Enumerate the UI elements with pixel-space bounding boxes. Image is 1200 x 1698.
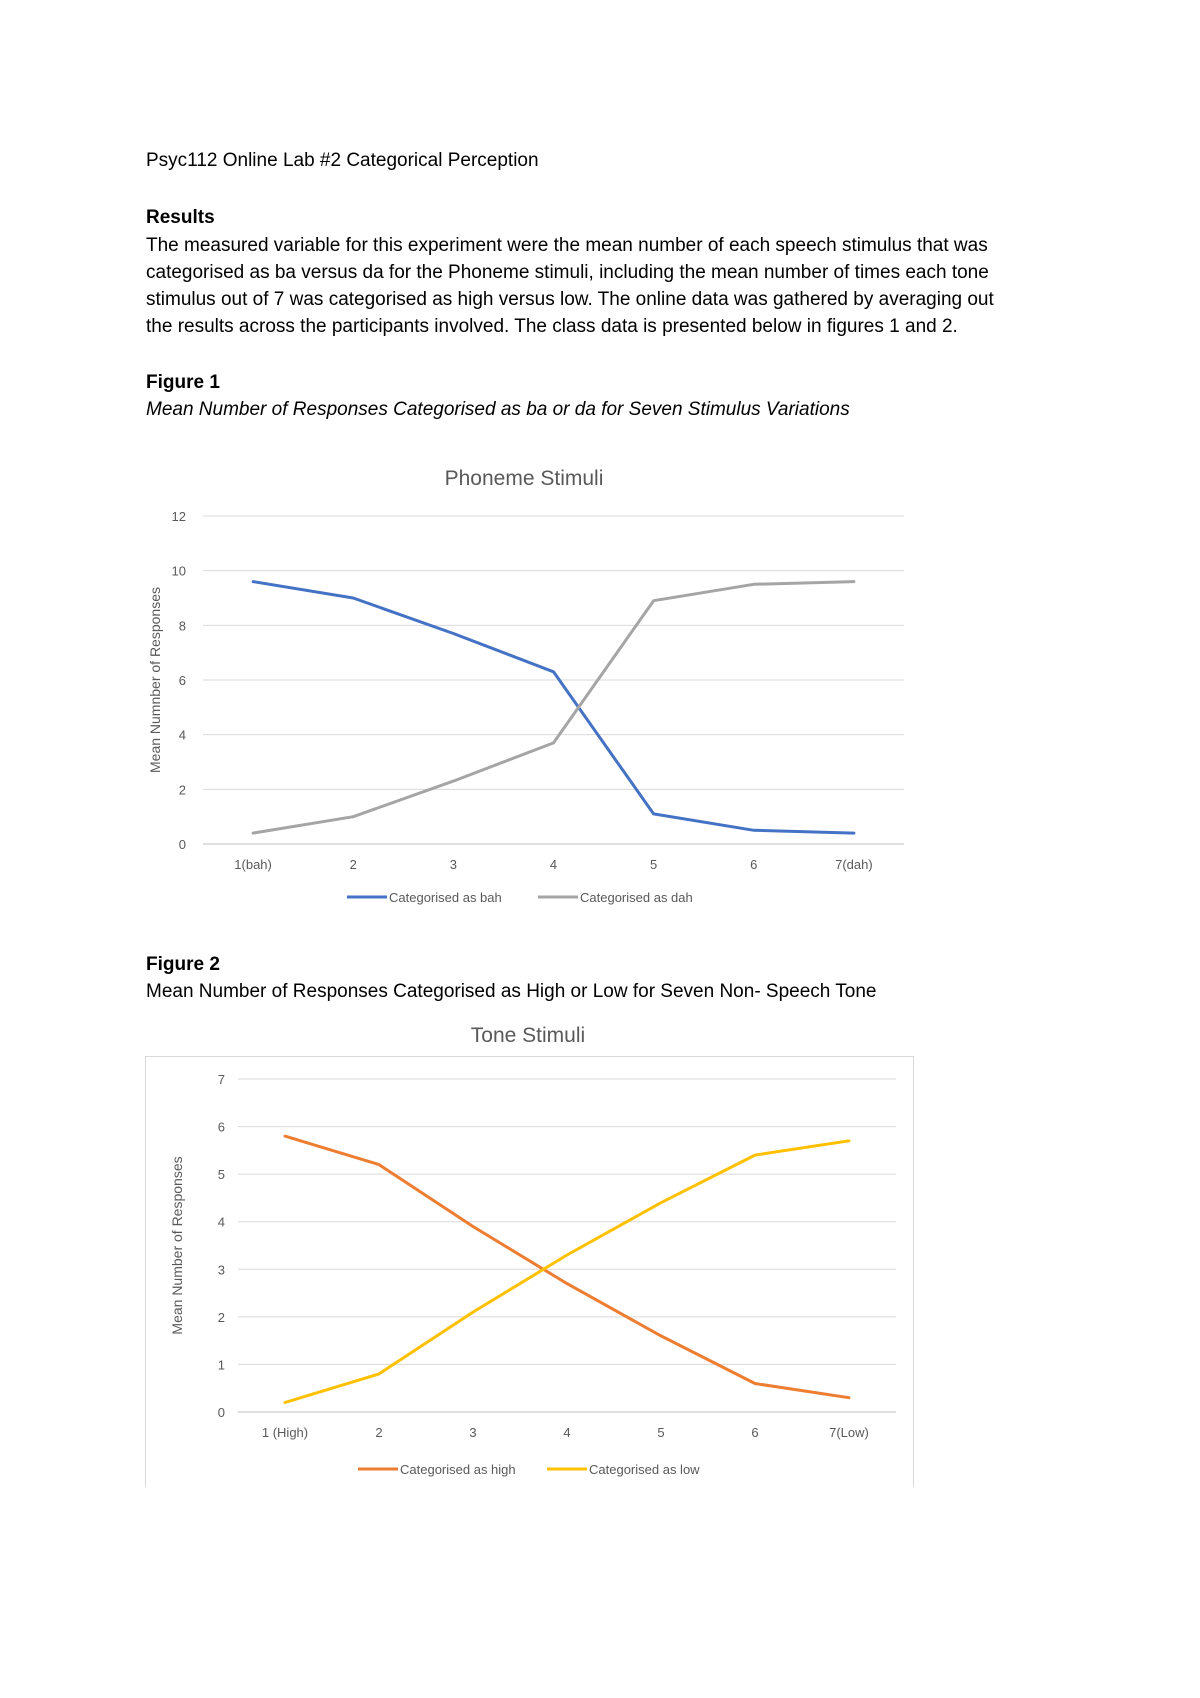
y-tick-label: 2 [178,782,186,798]
x-tick-label: 7(dah) [835,857,873,872]
results-line: categorised as ba versus da for the Phoneme stimuli, including the mean number of times each tone [146,262,989,283]
y-tick-label: 7 [217,1072,225,1087]
results-heading: Results [146,207,215,228]
x-tick-label: 4 [549,857,558,872]
y-tick-label: 4 [178,727,186,743]
series-line [285,1141,849,1403]
figure-1-label: Figure 1 [146,372,220,393]
y-tick-label: 2 [217,1309,225,1325]
y-tick-label: 0 [178,837,186,852]
x-tick-label: 1(bah) [234,857,272,872]
series-line [253,582,854,834]
x-tick-label: 2 [375,1425,383,1440]
figure-2-caption: Mean Number of Responses Categorised as High or Low for Seven Non- Speech Tone [146,981,877,1002]
y-tick-label: 1 [217,1357,225,1373]
y-tick-label: 6 [178,673,186,688]
series-line [253,582,854,834]
legend-label: Categorised as bah [389,890,502,905]
y-tick-label: 10 [171,563,186,579]
results-line: The measured variable for this experiment were the mean number of each speech stimulus that was [146,235,988,256]
y-axis-label: Mean Numnber of Responses [147,587,163,773]
x-tick-label: 7(Low) [829,1425,869,1440]
results-paragraph [146,232,1076,340]
y-tick-label: 12 [171,509,186,524]
x-tick-label: 6 [750,857,758,872]
y-tick-label: 6 [217,1119,225,1135]
y-tick-label: 8 [178,618,186,634]
y-tick-label: 4 [217,1214,225,1230]
tone-chart-svg [145,1024,913,1486]
series-line [285,1136,849,1398]
y-tick-label: 3 [217,1262,225,1278]
y-tick-label: 5 [217,1167,225,1183]
y-tick-label: 0 [217,1405,225,1420]
tone-stimuli-chart [145,1024,913,1486]
x-tick-label: 6 [751,1425,759,1440]
figure-1-caption: Mean Number of Responses Categorised as ba or da for Seven Stimulus Variations [146,399,850,420]
legend-label: Categorised as low [589,1462,700,1477]
legend-label: Categorised as high [400,1462,516,1477]
figure-2-label: Figure 2 [146,954,220,975]
phoneme-chart-svg [136,455,916,910]
x-tick-label: 5 [650,857,658,872]
results-line: the results across the participants involved. The class data is presented below in figures 1 and 2. [146,316,958,337]
x-tick-label: 1 (High) [261,1425,309,1440]
document-title: Psyc112 Online Lab #2 Categorical Perception [146,150,539,171]
legend-label: Categorised as dah [580,890,693,905]
x-tick-label: 3 [449,857,457,872]
x-tick-label: 2 [349,857,357,872]
phoneme-stimuli-chart [136,455,916,910]
x-tick-label: 5 [657,1425,665,1440]
y-axis-label: Mean Number of Responses [169,1156,185,1335]
chart-title: Phoneme Stimuli [444,467,604,490]
results-line: stimulus out of 7 was categorised as high versus low. The online data was gathered by averaging out [146,289,994,310]
x-tick-label: 4 [563,1425,571,1440]
chart-title: Tone Stimuli [470,1024,586,1047]
x-tick-label: 3 [469,1425,477,1440]
